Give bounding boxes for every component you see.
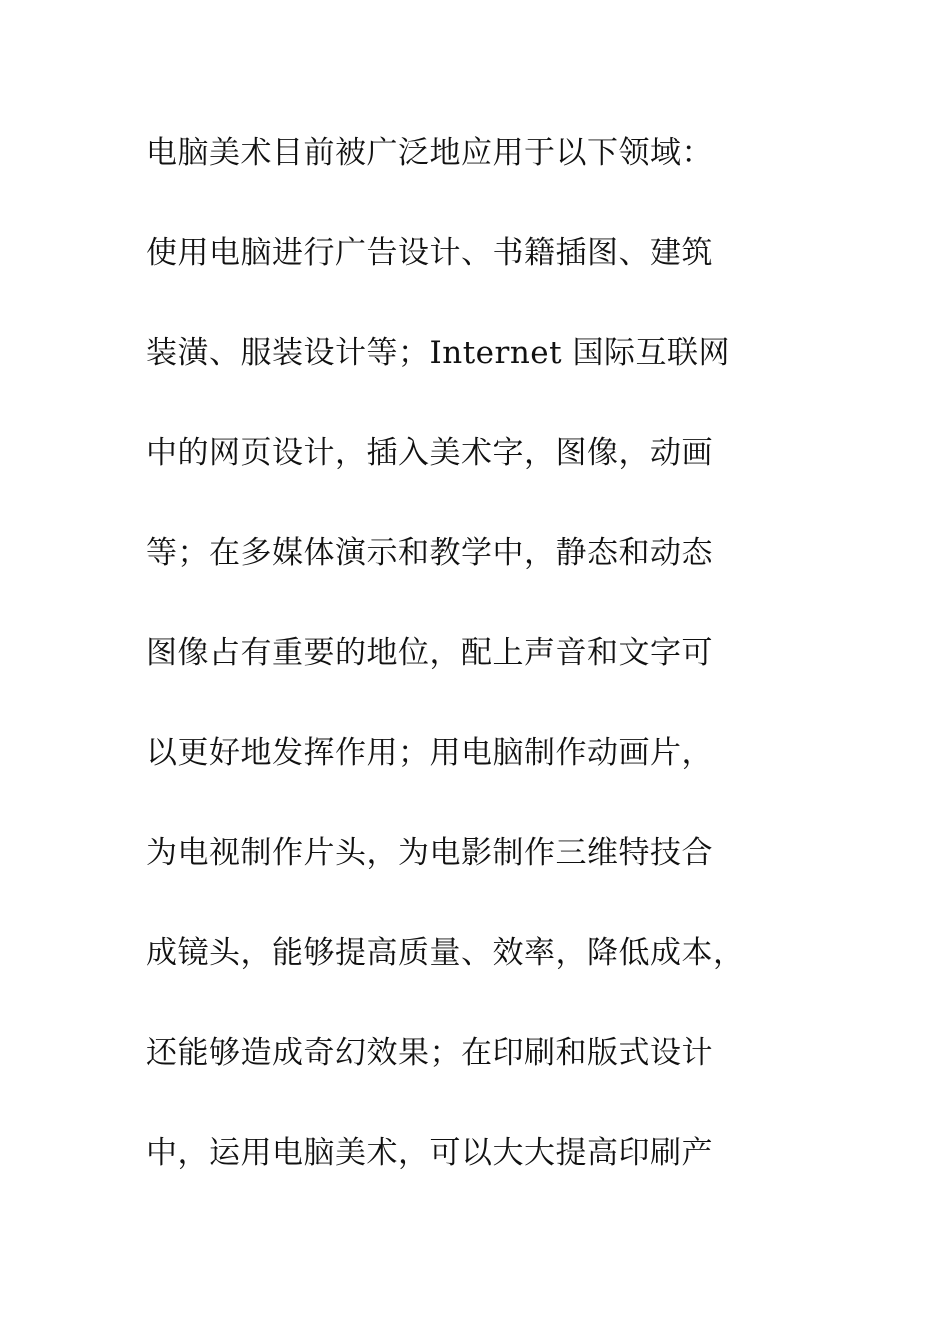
text-line: 还能够造成奇幻效果；在印刷和版式设计 bbox=[146, 1035, 713, 1071]
text-line: 成镜头，能够提高质量、效率，降低成本， bbox=[146, 935, 745, 971]
body-text bbox=[146, 120, 806, 1220]
text-line: 以更好地发挥作用；用电脑制作动画片， bbox=[146, 735, 713, 771]
text-line: 中，运用电脑美术，可以大大提高印刷产 bbox=[146, 1135, 713, 1171]
text-line: 装潢、服装设计等；Internet 国际互联网 bbox=[146, 335, 730, 371]
text-line: 中的网页设计，插入美术字，图像，动画 bbox=[146, 435, 713, 471]
text-line: 电脑美术目前被广泛地应用于以下领域： bbox=[146, 135, 713, 171]
text-line: 使用电脑进行广告设计、书籍插图、建筑 bbox=[146, 235, 713, 271]
text-line: 为电视制作片头，为电影制作三维特技合 bbox=[146, 835, 713, 871]
text-line: 等；在多媒体演示和教学中，静态和动态 bbox=[146, 535, 713, 571]
text-line: 图像占有重要的地位，配上声音和文字可 bbox=[146, 635, 713, 671]
